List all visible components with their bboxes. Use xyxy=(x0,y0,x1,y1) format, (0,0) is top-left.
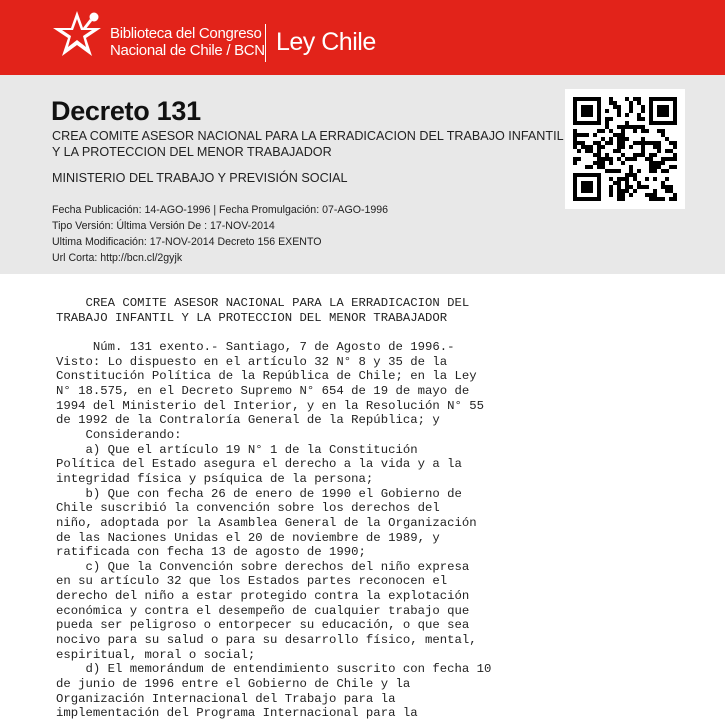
bcn-logo-text[interactable] xyxy=(110,25,265,59)
qr-code-icon xyxy=(573,97,677,201)
short-url[interactable]: Url Corta: http://bcn.cl/2gyjk xyxy=(52,252,183,264)
decree-body-text: CREA COMITE ASESOR NACIONAL PARA LA ERRADICACION DEL TRABAJO INFANTIL Y LA PROTECCION DEL MENOR TRABAJADOR Núm. 131 exento.- Santiago, 7 de Agosto de 1996.- Visto: Lo dispuesto en el artículo 32 N° 8 y 35 de la Constitución Política de la República de Chile; en la Ley N° 18.575, en el Decreto Supremo N° 654 de 19 de mayo de 1994 del Ministerio del Interior, y en la Resolución N° 55 de 1992 de la Contraloría General de la República; y Considerando: a) Que el artículo 19 N° 1 de la Constitución Política del Estado asegura el derecho a la vida y a la integridad física y psíquica de la persona; b) Que con fecha 26 de enero de 1990 el Gobierno de Chile suscribió la convención sobre los derechos del niño, adoptada por la Asamblea General de la Organización de las Naciones Unidas el 20 de noviembre de 1989, y ratificada con fecha 13 de agosto de 1990; c) Que la Convención sobre derechos del niño expresa en su artículo 32 que los Estados partes reconocen el derecho del niño a estar protegido contra la explotación económica y contra el desempeño de cualquier trabajo que pueda ser peligroso o entorpecer su educación, o que sea nocivo para su salud o para su desarrollo físico, mental, espiritual, moral o social; d) El memorándum de entendimiento suscrito con fecha 10 de junio de 1996 entre el Gobierno de Chile y la Organización Internacional del Trabajo para la implementación del Programa Internacional para la xyxy=(56,296,492,721)
last-modification: Ultima Modificación: 17-NOV-2014 Decreto 156 EXENTO xyxy=(52,236,322,248)
publication-dates: Fecha Publicación: 14-AGO-1996 | Fecha Promulgación: 07-AGO-1996 xyxy=(52,204,389,216)
decree-info xyxy=(52,202,388,266)
decree-ministry: MINISTERIO DEL TRABAJO Y PREVISIÓN SOCIAL xyxy=(52,171,348,185)
site-header xyxy=(0,0,725,75)
logo-line-2: Nacional de Chile / BCN xyxy=(110,42,265,59)
bcn-star-logo-icon[interactable] xyxy=(51,9,107,61)
ley-chile-brand[interactable]: Ley Chile xyxy=(276,28,376,56)
decree-subtitle: CREA COMITE ASESOR NACIONAL PARA LA ERRADICACION DEL TRABAJO INFANTIL Y LA PROTECCION DEL MENOR TRABAJADOR xyxy=(52,129,564,159)
decree-title: Decreto 131 xyxy=(51,96,201,126)
decree-metadata-panel xyxy=(0,75,725,274)
logo-divider xyxy=(265,24,266,62)
version-type: Tipo Versión: Última Versión De : 17-NOV-2014 xyxy=(52,220,275,232)
logo-line-1: Biblioteca del Congreso xyxy=(110,25,262,42)
qr-code xyxy=(565,89,685,209)
